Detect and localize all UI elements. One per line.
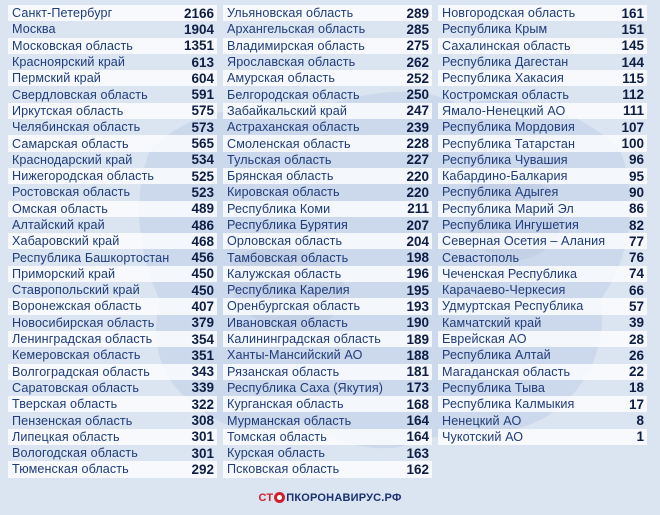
region-name: Липецкая область <box>12 429 120 444</box>
table-row <box>8 119 217 135</box>
table-row <box>8 5 217 21</box>
table-row <box>8 461 217 477</box>
region-name: Тульская область <box>227 152 332 167</box>
case-count: 86 <box>628 201 644 217</box>
case-count: 351 <box>191 347 214 363</box>
region-name: Тюменская область <box>12 462 129 477</box>
region-name: Республика Алтай <box>442 348 551 363</box>
table-row <box>8 233 217 249</box>
table-row <box>8 380 217 396</box>
column-2 <box>223 5 432 478</box>
region-name: Ставропольский край <box>12 283 140 298</box>
region-name: Санкт-Петербург <box>12 6 113 21</box>
region-name: Краснодарский край <box>12 152 133 167</box>
case-count: 163 <box>406 445 429 461</box>
case-count: 523 <box>191 184 214 200</box>
region-name: Ростовская область <box>12 185 131 200</box>
region-name: Кемеровская область <box>12 348 141 363</box>
table-row <box>8 396 217 412</box>
case-count: 239 <box>406 119 429 135</box>
table-row <box>223 266 432 282</box>
case-count: 196 <box>406 266 429 282</box>
region-name: Курская область <box>227 446 326 461</box>
table-row <box>223 21 432 37</box>
table-row <box>8 331 217 347</box>
table-row <box>438 233 647 249</box>
case-count: 275 <box>406 38 429 54</box>
case-count: 565 <box>191 136 214 152</box>
footer-brand <box>0 492 660 504</box>
table-row <box>223 364 432 380</box>
region-name: Кабардино-Балкария <box>442 169 568 184</box>
region-name: Калужская область <box>227 266 342 281</box>
region-name: Республика Хакасия <box>442 71 564 86</box>
case-count: 591 <box>191 87 214 103</box>
region-name: Самарская область <box>12 136 129 151</box>
region-name: Псковская область <box>227 462 340 477</box>
case-count: 18 <box>628 380 644 396</box>
case-count: 604 <box>191 70 214 86</box>
table-row <box>223 233 432 249</box>
regions-table <box>8 5 647 478</box>
table-row <box>8 152 217 168</box>
region-name: Ульяновская область <box>227 6 354 21</box>
region-name: Нижегородская область <box>12 169 155 184</box>
case-count: 573 <box>191 119 214 135</box>
table-row <box>438 103 647 119</box>
table-row <box>223 119 432 135</box>
case-count: 76 <box>628 250 644 266</box>
region-name: Республика Калмыкия <box>442 397 575 412</box>
table-row <box>223 429 432 445</box>
case-count: 343 <box>191 364 214 380</box>
table-row <box>438 201 647 217</box>
region-name: Оренбургская область <box>227 299 361 314</box>
table-row <box>438 315 647 331</box>
brand-part-b: ПКОРОНАВИРУС.РФ <box>286 492 402 504</box>
case-count: 301 <box>191 429 214 445</box>
case-count: 198 <box>406 250 429 266</box>
region-name: Приморский край <box>12 266 116 281</box>
case-count: 450 <box>191 266 214 282</box>
table-row <box>8 298 217 314</box>
region-name: Тамбовская область <box>227 250 349 265</box>
region-name: Брянская область <box>227 169 334 184</box>
case-count: 195 <box>406 282 429 298</box>
table-row <box>438 298 647 314</box>
table-row <box>8 445 217 461</box>
table-row <box>438 38 647 54</box>
table-row <box>438 184 647 200</box>
table-row <box>8 103 217 119</box>
region-name: Иркутская область <box>12 103 124 118</box>
region-name: Еврейская АО <box>442 332 527 347</box>
table-row <box>223 168 432 184</box>
case-count: 173 <box>406 380 429 396</box>
case-count: 354 <box>191 331 214 347</box>
table-row <box>438 282 647 298</box>
region-name: Республика Чувашия <box>442 152 568 167</box>
region-name: Карачаево-Черкесия <box>442 283 566 298</box>
case-count: 181 <box>406 364 429 380</box>
region-name: Алтайский край <box>12 218 105 232</box>
region-name: Камчатский край <box>442 315 542 330</box>
table-row <box>8 70 217 86</box>
case-count: 112 <box>622 87 644 103</box>
column-3 <box>438 5 647 478</box>
region-name: Ямало-Ненецкий АО <box>442 103 566 118</box>
table-row <box>223 412 432 428</box>
table-row <box>438 70 647 86</box>
case-count: 292 <box>191 461 214 477</box>
table-row <box>438 331 647 347</box>
case-count: 115 <box>622 70 644 86</box>
stop-coronavirus-logo-icon <box>274 492 285 503</box>
region-name: Республика Татарстан <box>442 136 576 151</box>
case-count: 262 <box>406 54 429 70</box>
case-count: 211 <box>407 201 429 217</box>
region-name: Республика Тыва <box>442 380 545 395</box>
region-name: Смоленская область <box>227 136 351 151</box>
table-row <box>8 135 217 151</box>
region-name: Курганская область <box>227 397 344 412</box>
region-name: Мурманская область <box>227 413 352 428</box>
table-row <box>8 282 217 298</box>
case-count: 90 <box>628 184 644 200</box>
case-count: 57 <box>628 298 644 314</box>
case-count: 66 <box>628 282 644 298</box>
case-count: 228 <box>406 136 429 152</box>
region-name: Калининградская область <box>227 332 381 347</box>
region-name: Ивановская область <box>227 315 348 330</box>
case-count: 107 <box>621 119 644 135</box>
case-count: 289 <box>406 5 429 21</box>
table-row <box>438 347 647 363</box>
region-name: Свердловская область <box>12 87 148 102</box>
case-count: 450 <box>191 282 214 298</box>
table-row <box>438 5 647 21</box>
case-count: 168 <box>406 396 429 412</box>
region-name: Ленинградская область <box>12 332 153 347</box>
case-count: 301 <box>191 445 214 461</box>
table-row <box>8 266 217 282</box>
region-name: Кировская область <box>227 185 340 200</box>
table-row <box>223 282 432 298</box>
region-name: Республика Карелия <box>227 283 350 298</box>
region-name: Волгоградская область <box>12 364 150 379</box>
table-row <box>8 38 217 54</box>
case-count: 145 <box>621 38 644 54</box>
region-name: Республика Дагестан <box>442 55 569 70</box>
case-count: 204 <box>406 233 429 249</box>
region-name: Республика Ингушетия <box>442 218 579 232</box>
table-row <box>223 201 432 217</box>
region-name: Ненецкий АО <box>442 413 522 428</box>
region-name: Орловская область <box>227 234 343 249</box>
table-row <box>8 54 217 70</box>
table-row <box>223 152 432 168</box>
region-name: Ханты-Мансийский АО <box>227 348 363 363</box>
case-count: 247 <box>406 103 429 119</box>
table-row <box>223 103 432 119</box>
region-name: Костромская область <box>442 87 570 102</box>
table-row <box>223 217 432 233</box>
table-row <box>223 315 432 331</box>
case-count: 456 <box>191 250 214 266</box>
case-count: 144 <box>621 54 644 70</box>
case-count: 2166 <box>183 5 214 21</box>
region-name: Пермский край <box>12 71 101 86</box>
table-row <box>223 331 432 347</box>
case-count: 468 <box>191 233 214 249</box>
region-name: Удмуртская Республика <box>442 299 584 314</box>
case-count: 575 <box>191 103 214 119</box>
case-count: 8 <box>636 413 644 429</box>
case-count: 322 <box>191 396 214 412</box>
case-count: 190 <box>406 315 429 331</box>
table-row <box>438 152 647 168</box>
brand-part-a: СТ <box>258 492 274 504</box>
table-row <box>438 21 647 37</box>
region-name: Белгородская область <box>227 87 360 102</box>
table-row <box>223 54 432 70</box>
table-row <box>438 266 647 282</box>
table-row <box>438 86 647 102</box>
case-count: 534 <box>191 152 214 168</box>
case-count: 1 <box>636 429 644 445</box>
region-name: Северная Осетия – Алания <box>442 234 606 249</box>
table-row <box>438 54 647 70</box>
table-row <box>8 86 217 102</box>
region-name: Томская область <box>227 429 327 444</box>
table-row <box>8 21 217 37</box>
region-name: Севастополь <box>442 250 520 265</box>
case-count: 220 <box>406 184 429 200</box>
region-name: Астраханская область <box>227 120 360 135</box>
case-count: 161 <box>621 5 644 21</box>
table-row <box>223 380 432 396</box>
case-count: 207 <box>406 217 429 233</box>
table-row <box>438 217 647 233</box>
region-name: Вологодская область <box>12 446 138 461</box>
region-name: Чукотский АО <box>442 429 524 444</box>
case-count: 252 <box>406 70 429 86</box>
case-count: 379 <box>191 315 214 331</box>
region-name: Новгородская область <box>442 6 576 21</box>
table-row <box>438 380 647 396</box>
case-count: 151 <box>621 21 644 37</box>
case-count: 111 <box>622 103 644 119</box>
region-name: Московская область <box>12 38 133 53</box>
table-row <box>438 396 647 412</box>
region-name: Челябинская область <box>12 120 141 135</box>
region-name: Новосибирская область <box>12 315 155 330</box>
table-row <box>223 70 432 86</box>
region-name: Сахалинская область <box>442 38 571 53</box>
table-row <box>223 347 432 363</box>
case-count: 407 <box>191 298 214 314</box>
table-row <box>8 315 217 331</box>
table-row <box>8 249 217 265</box>
region-name: Республика Адыгея <box>442 185 559 200</box>
table-row <box>223 445 432 461</box>
table-row <box>223 184 432 200</box>
region-name: Забайкальский край <box>227 103 348 118</box>
table-row <box>8 364 217 380</box>
table-row <box>438 135 647 151</box>
case-count: 489 <box>191 201 214 217</box>
region-name: Республика Марий Эл <box>442 201 574 216</box>
region-name: Тверская область <box>12 397 118 412</box>
table-row <box>223 396 432 412</box>
case-count: 227 <box>406 152 429 168</box>
region-name: Саратовская область <box>12 380 140 395</box>
region-name: Магаданская область <box>442 364 571 379</box>
table-row <box>438 429 647 445</box>
region-name: Рязанская область <box>227 364 340 379</box>
region-name: Республика Крым <box>442 22 548 37</box>
region-name: Архангельская область <box>227 22 366 37</box>
case-count: 82 <box>628 217 644 233</box>
case-count: 28 <box>628 331 644 347</box>
region-name: Ярославская область <box>227 55 356 70</box>
case-count: 1904 <box>183 21 214 37</box>
table-row <box>438 364 647 380</box>
table-row <box>223 461 432 477</box>
region-name: Республика Бурятия <box>227 218 348 232</box>
case-count: 189 <box>406 331 429 347</box>
case-count: 285 <box>406 21 429 37</box>
table-row <box>438 412 647 428</box>
table-row <box>8 201 217 217</box>
table-row <box>438 119 647 135</box>
case-count: 164 <box>406 413 429 429</box>
case-count: 162 <box>406 461 429 477</box>
table-row <box>8 347 217 363</box>
case-count: 339 <box>191 380 214 396</box>
region-name: Москва <box>12 22 56 37</box>
case-count: 613 <box>191 54 214 70</box>
case-count: 39 <box>628 315 644 331</box>
region-name: Республика Коми <box>227 201 331 216</box>
region-name: Омская область <box>12 201 108 216</box>
table-row <box>8 412 217 428</box>
table-row <box>438 249 647 265</box>
case-count: 525 <box>191 168 214 184</box>
case-count: 95 <box>628 168 644 184</box>
table-row <box>223 38 432 54</box>
case-count: 74 <box>628 266 644 282</box>
table-row <box>8 184 217 200</box>
region-name: Пензенская область <box>12 413 133 428</box>
case-count: 96 <box>628 152 644 168</box>
region-name: Воронежская область <box>12 299 142 314</box>
region-name: Чеченская Республика <box>442 266 578 281</box>
region-name: Красноярский край <box>12 55 126 70</box>
case-count: 308 <box>191 413 214 429</box>
table-row <box>223 249 432 265</box>
table-row <box>438 168 647 184</box>
case-count: 77 <box>628 233 644 249</box>
table-row <box>8 429 217 445</box>
column-1 <box>8 5 217 478</box>
region-name: Республика Саха (Якутия) <box>227 380 384 395</box>
case-count: 17 <box>628 396 644 412</box>
case-count: 220 <box>406 168 429 184</box>
table-row <box>223 298 432 314</box>
table-row <box>8 168 217 184</box>
region-name: Республика Башкортостан <box>12 250 170 265</box>
case-count: 1351 <box>183 38 214 54</box>
region-name: Хабаровский край <box>12 234 120 249</box>
region-name: Владимирская область <box>227 38 365 53</box>
case-count: 164 <box>406 429 429 445</box>
case-count: 486 <box>191 217 214 233</box>
table-row <box>223 5 432 21</box>
case-count: 193 <box>406 298 429 314</box>
table-row <box>8 217 217 233</box>
table-row <box>223 86 432 102</box>
case-count: 100 <box>621 136 644 152</box>
case-count: 26 <box>628 347 644 363</box>
case-count: 250 <box>406 87 429 103</box>
case-count: 22 <box>628 364 644 380</box>
table-row <box>223 135 432 151</box>
case-count: 188 <box>406 347 429 363</box>
region-name: Республика Мордовия <box>442 120 575 135</box>
region-name: Амурская область <box>227 71 335 86</box>
